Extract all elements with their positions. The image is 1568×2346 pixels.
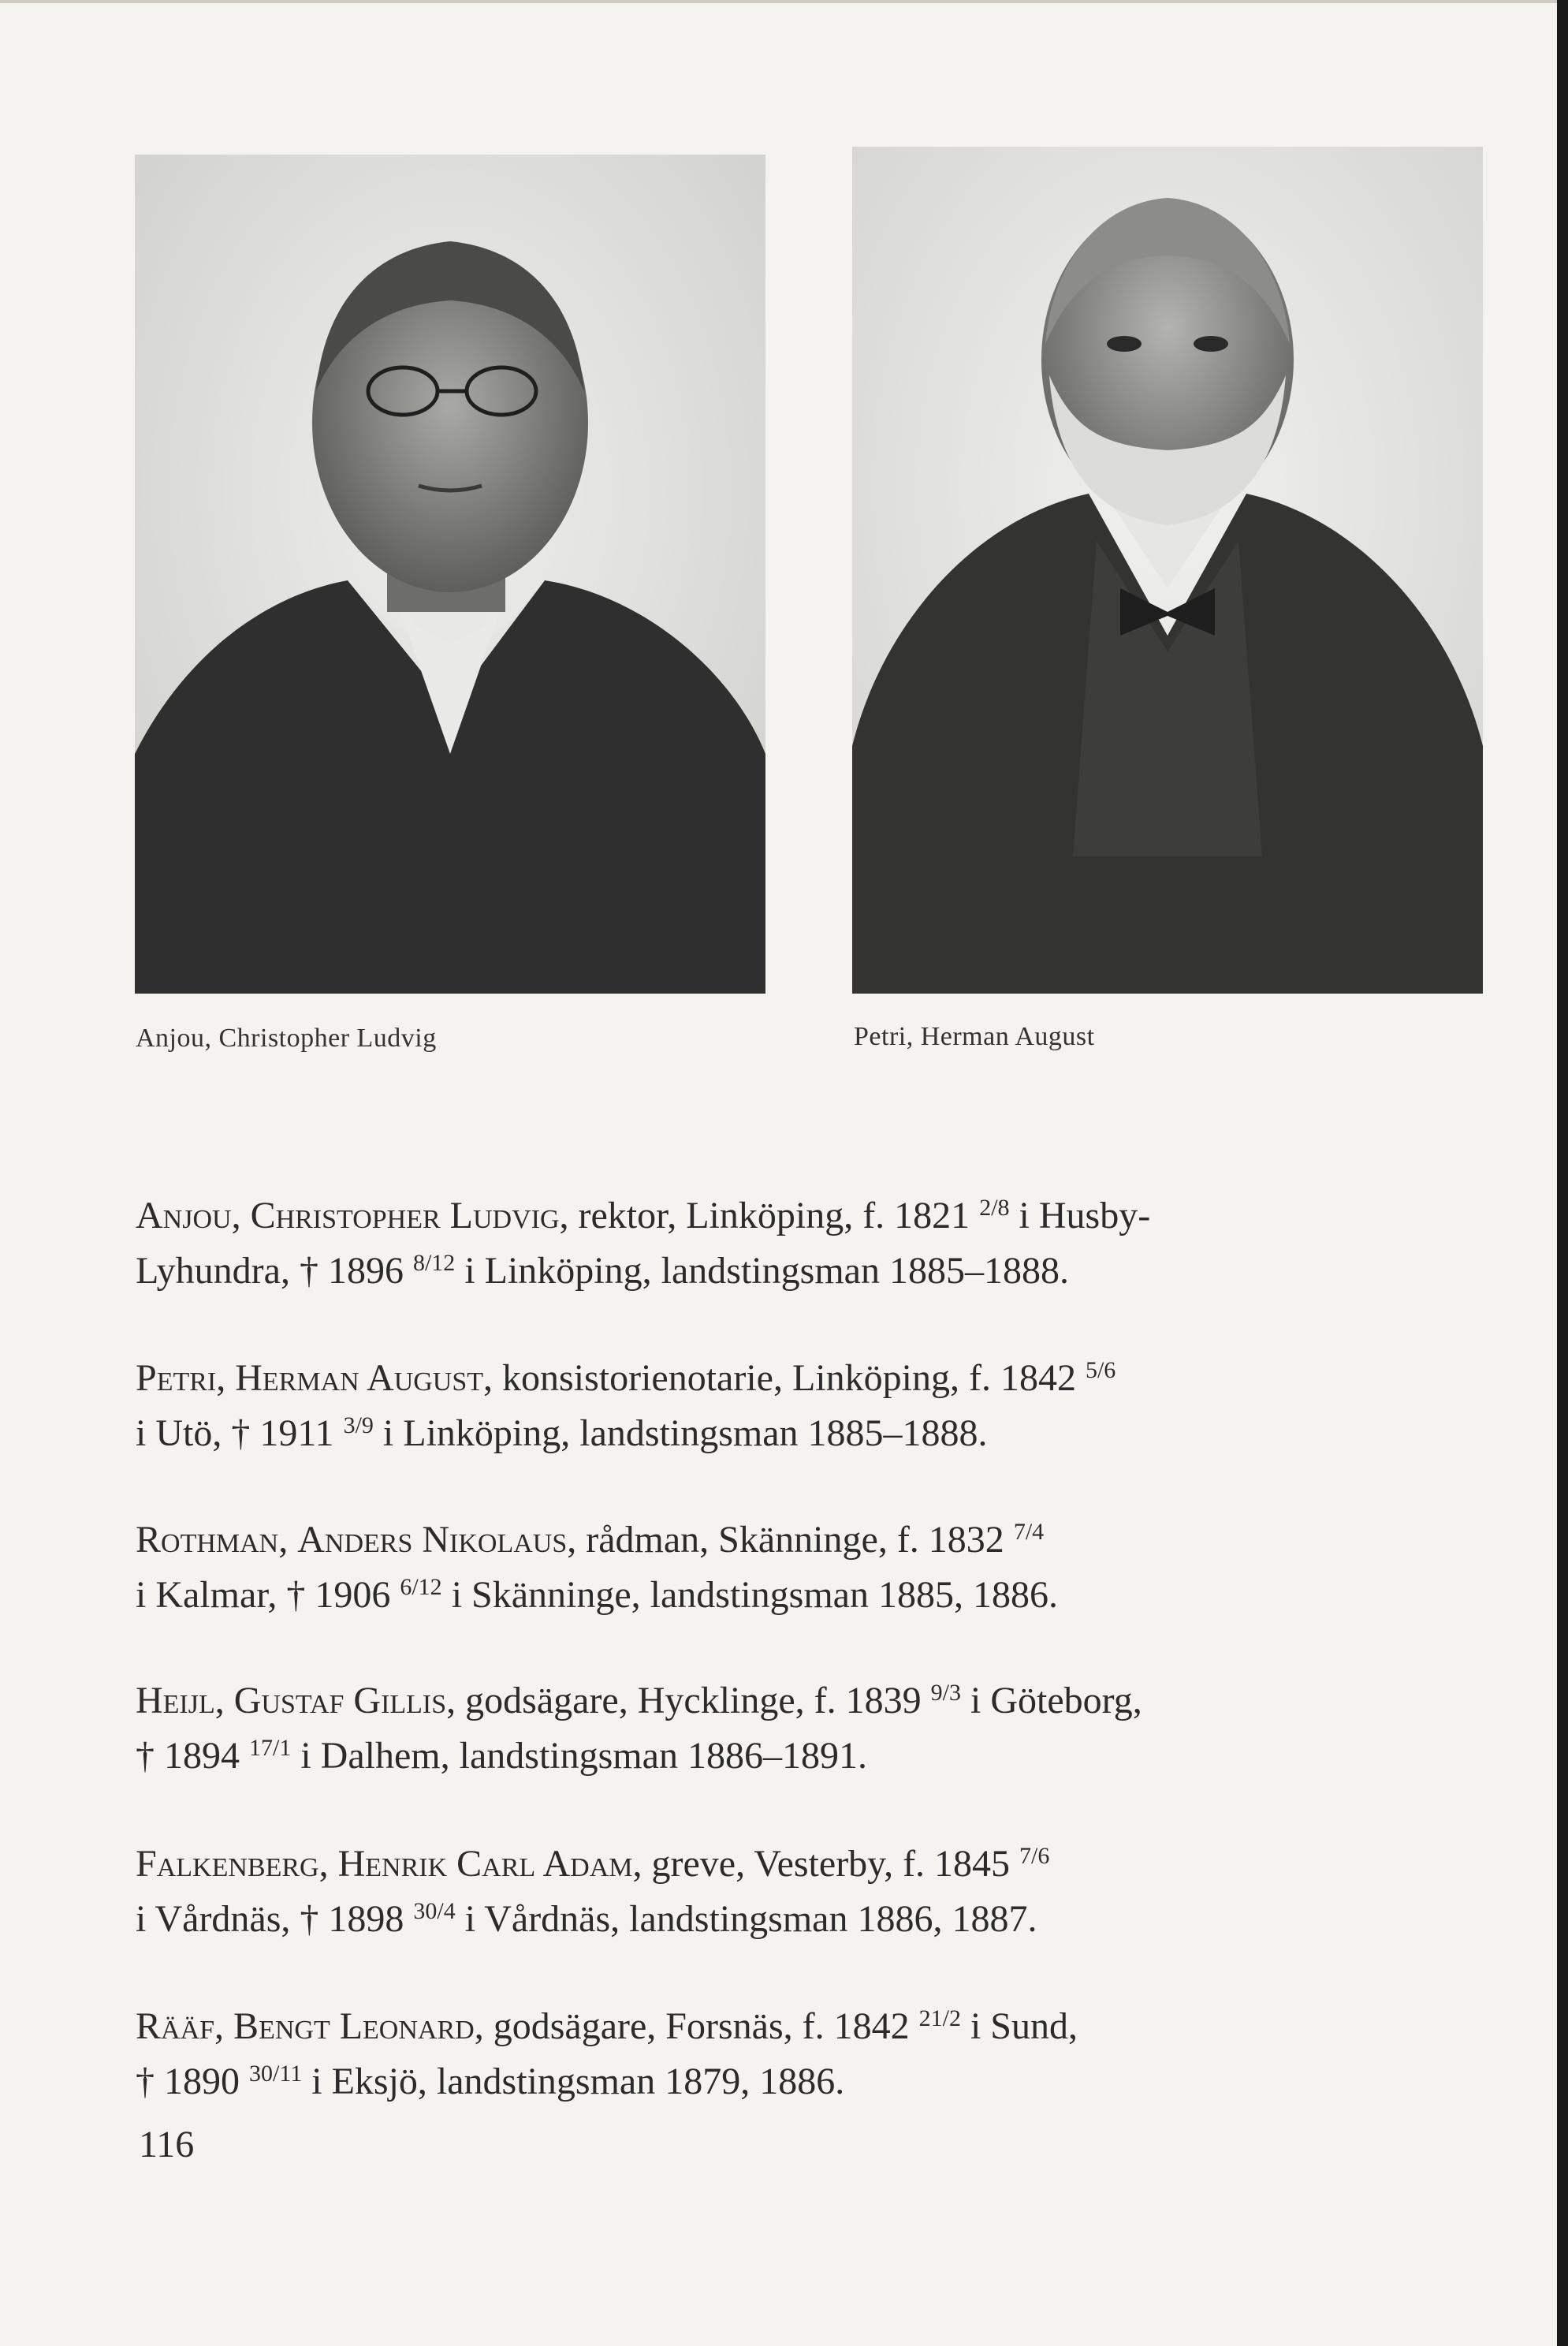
entry-line-2 (136, 1240, 1365, 1295)
entry-line-2 (136, 1564, 1365, 1619)
entry-text: i Kalmar, † 1906 (136, 1574, 400, 1616)
entry-text: i Göteborg, (961, 1680, 1142, 1721)
entry-text: , rådman, Skänninge, f. 1832 (567, 1519, 1014, 1561)
entry-falkenberg (136, 1833, 1365, 1943)
entry-given-names: Henrik Carl Adam (337, 1843, 633, 1885)
entry-line-1: Falkenberg, Henrik Carl Adam, greve, Vesterby, f. 1845 $^{7/6}$ (136, 1843, 1050, 1885)
entry-given-names: Bengt Leonard (233, 2005, 475, 2047)
entry-surname: Falkenberg (136, 1843, 319, 1885)
entry-text: , greve, Vesterby, f. 1845 (632, 1843, 1020, 1885)
entry-line-1: Rothman, Anders Nikolaus, rådman, Skänninge, f. 1832 $^{7/4}$ (136, 1519, 1045, 1561)
entry-surname: Petri (136, 1357, 217, 1399)
entry-text: i Linköping, landstingsman 1885–1888. (455, 1250, 1069, 1292)
entry-birth-date: 21/2 (918, 2005, 961, 2031)
entry-given-names: Christopher Ludvig (250, 1195, 560, 1236)
page-top-edge (0, 0, 1568, 3)
entry-text: i Linköping, landstingsman 1885–1888. (373, 1412, 988, 1454)
entry-raaf (136, 1995, 1365, 2105)
entry-death-date: 8/12 (412, 1250, 456, 1276)
entry-heijl (136, 1669, 1365, 1780)
portrait-petri (852, 147, 1483, 994)
entry-line-1: Rääf, Bengt Leonard, godsägare, Forsnäs, f. 1842 $^{21/2}$ i Sund, (136, 2005, 1078, 2047)
entry-birth-date: 2/8 (979, 1195, 1010, 1221)
entry-text: , godsägare, Forsnäs, f. 1842 (474, 2005, 919, 2047)
portrait-anjou-image (135, 155, 765, 994)
entry-text: , rektor, Linköping, f. 1821 (559, 1195, 980, 1236)
entry-text: i Sund, (960, 2005, 1078, 2047)
entry-line-1: Heijl, Gustaf Gillis, godsägare, Hycklinge, f. 1839 $^{9/3}$ i Göteborg, (136, 1680, 1142, 1721)
entry-birth-date: 7/4 (1013, 1519, 1045, 1545)
entry-anjou (136, 1184, 1365, 1295)
entry-given-names: Gustaf Gillis (233, 1680, 447, 1721)
page-right-edge (1557, 0, 1568, 2346)
entry-text: † 1894 (136, 1735, 249, 1777)
entry-line-2 (136, 1402, 1365, 1457)
entry-birth-date: 5/6 (1085, 1357, 1116, 1383)
entry-text: , godsägare, Hycklinge, f. 1839 (446, 1680, 931, 1721)
entry-text: i Vårdnäs, † 1898 (136, 1898, 414, 1940)
entry-surname: Anjou (136, 1195, 232, 1236)
entry-given-names: Herman August (235, 1357, 484, 1399)
entry-text: , konsistorienotarie, Linköping, f. 1842 (483, 1357, 1086, 1399)
entry-death-date: 30/11 (249, 2061, 303, 2087)
entry-death-date: 30/4 (413, 1898, 456, 1924)
page-number: 116 (139, 2124, 195, 2165)
caption-petri: Petri, Herman August (854, 1022, 1095, 1051)
entry-text: † 1890 (136, 2061, 249, 2102)
entry-line-2 (136, 2050, 1365, 2105)
portrait-petri-image (852, 147, 1483, 994)
portrait-anjou (135, 155, 765, 994)
caption-anjou: Anjou, Christopher Ludvig (136, 1024, 437, 1053)
entry-given-names: Anders Nikolaus (297, 1519, 568, 1561)
entry-surname: Rothman (136, 1519, 279, 1561)
entry-death-date: 3/9 (343, 1412, 374, 1438)
entry-birth-date: 7/6 (1019, 1843, 1050, 1869)
entry-surname: Rääf (136, 2005, 215, 2047)
entry-death-date: 6/12 (400, 1574, 442, 1600)
entry-line-2 (136, 1888, 1365, 1943)
entry-petri (136, 1347, 1365, 1457)
entry-surname: Heijl (136, 1680, 215, 1721)
entry-line-1: Petri, Herman August, konsistorienotarie, Linköping, f. 1842 $^{5/6}$ (136, 1357, 1116, 1399)
entry-text: i Dalhem, landstingsman 1886–1891. (291, 1735, 867, 1777)
entry-text: i Vårdnäs, landstingsman 1886, 1887. (455, 1898, 1037, 1940)
entry-text: Lyhundra, † 1896 (136, 1250, 413, 1292)
entry-birth-date: 9/3 (930, 1680, 962, 1706)
entry-text: i Skänninge, landstingsman 1885, 1886. (441, 1574, 1058, 1616)
entry-death-date: 17/1 (249, 1735, 292, 1761)
entry-line-1: Anjou, Christopher Ludvig, rektor, Linköping, f. 1821 $^{2/8}$ i Husby- (136, 1195, 1151, 1236)
entry-text: i Utö, † 1911 (136, 1412, 344, 1454)
entry-text: i Husby- (1009, 1195, 1151, 1236)
entry-rothman (136, 1509, 1365, 1619)
entry-text: i Eksjö, landstingsman 1879, 1886. (302, 2061, 845, 2102)
entry-line-2 (136, 1725, 1365, 1780)
